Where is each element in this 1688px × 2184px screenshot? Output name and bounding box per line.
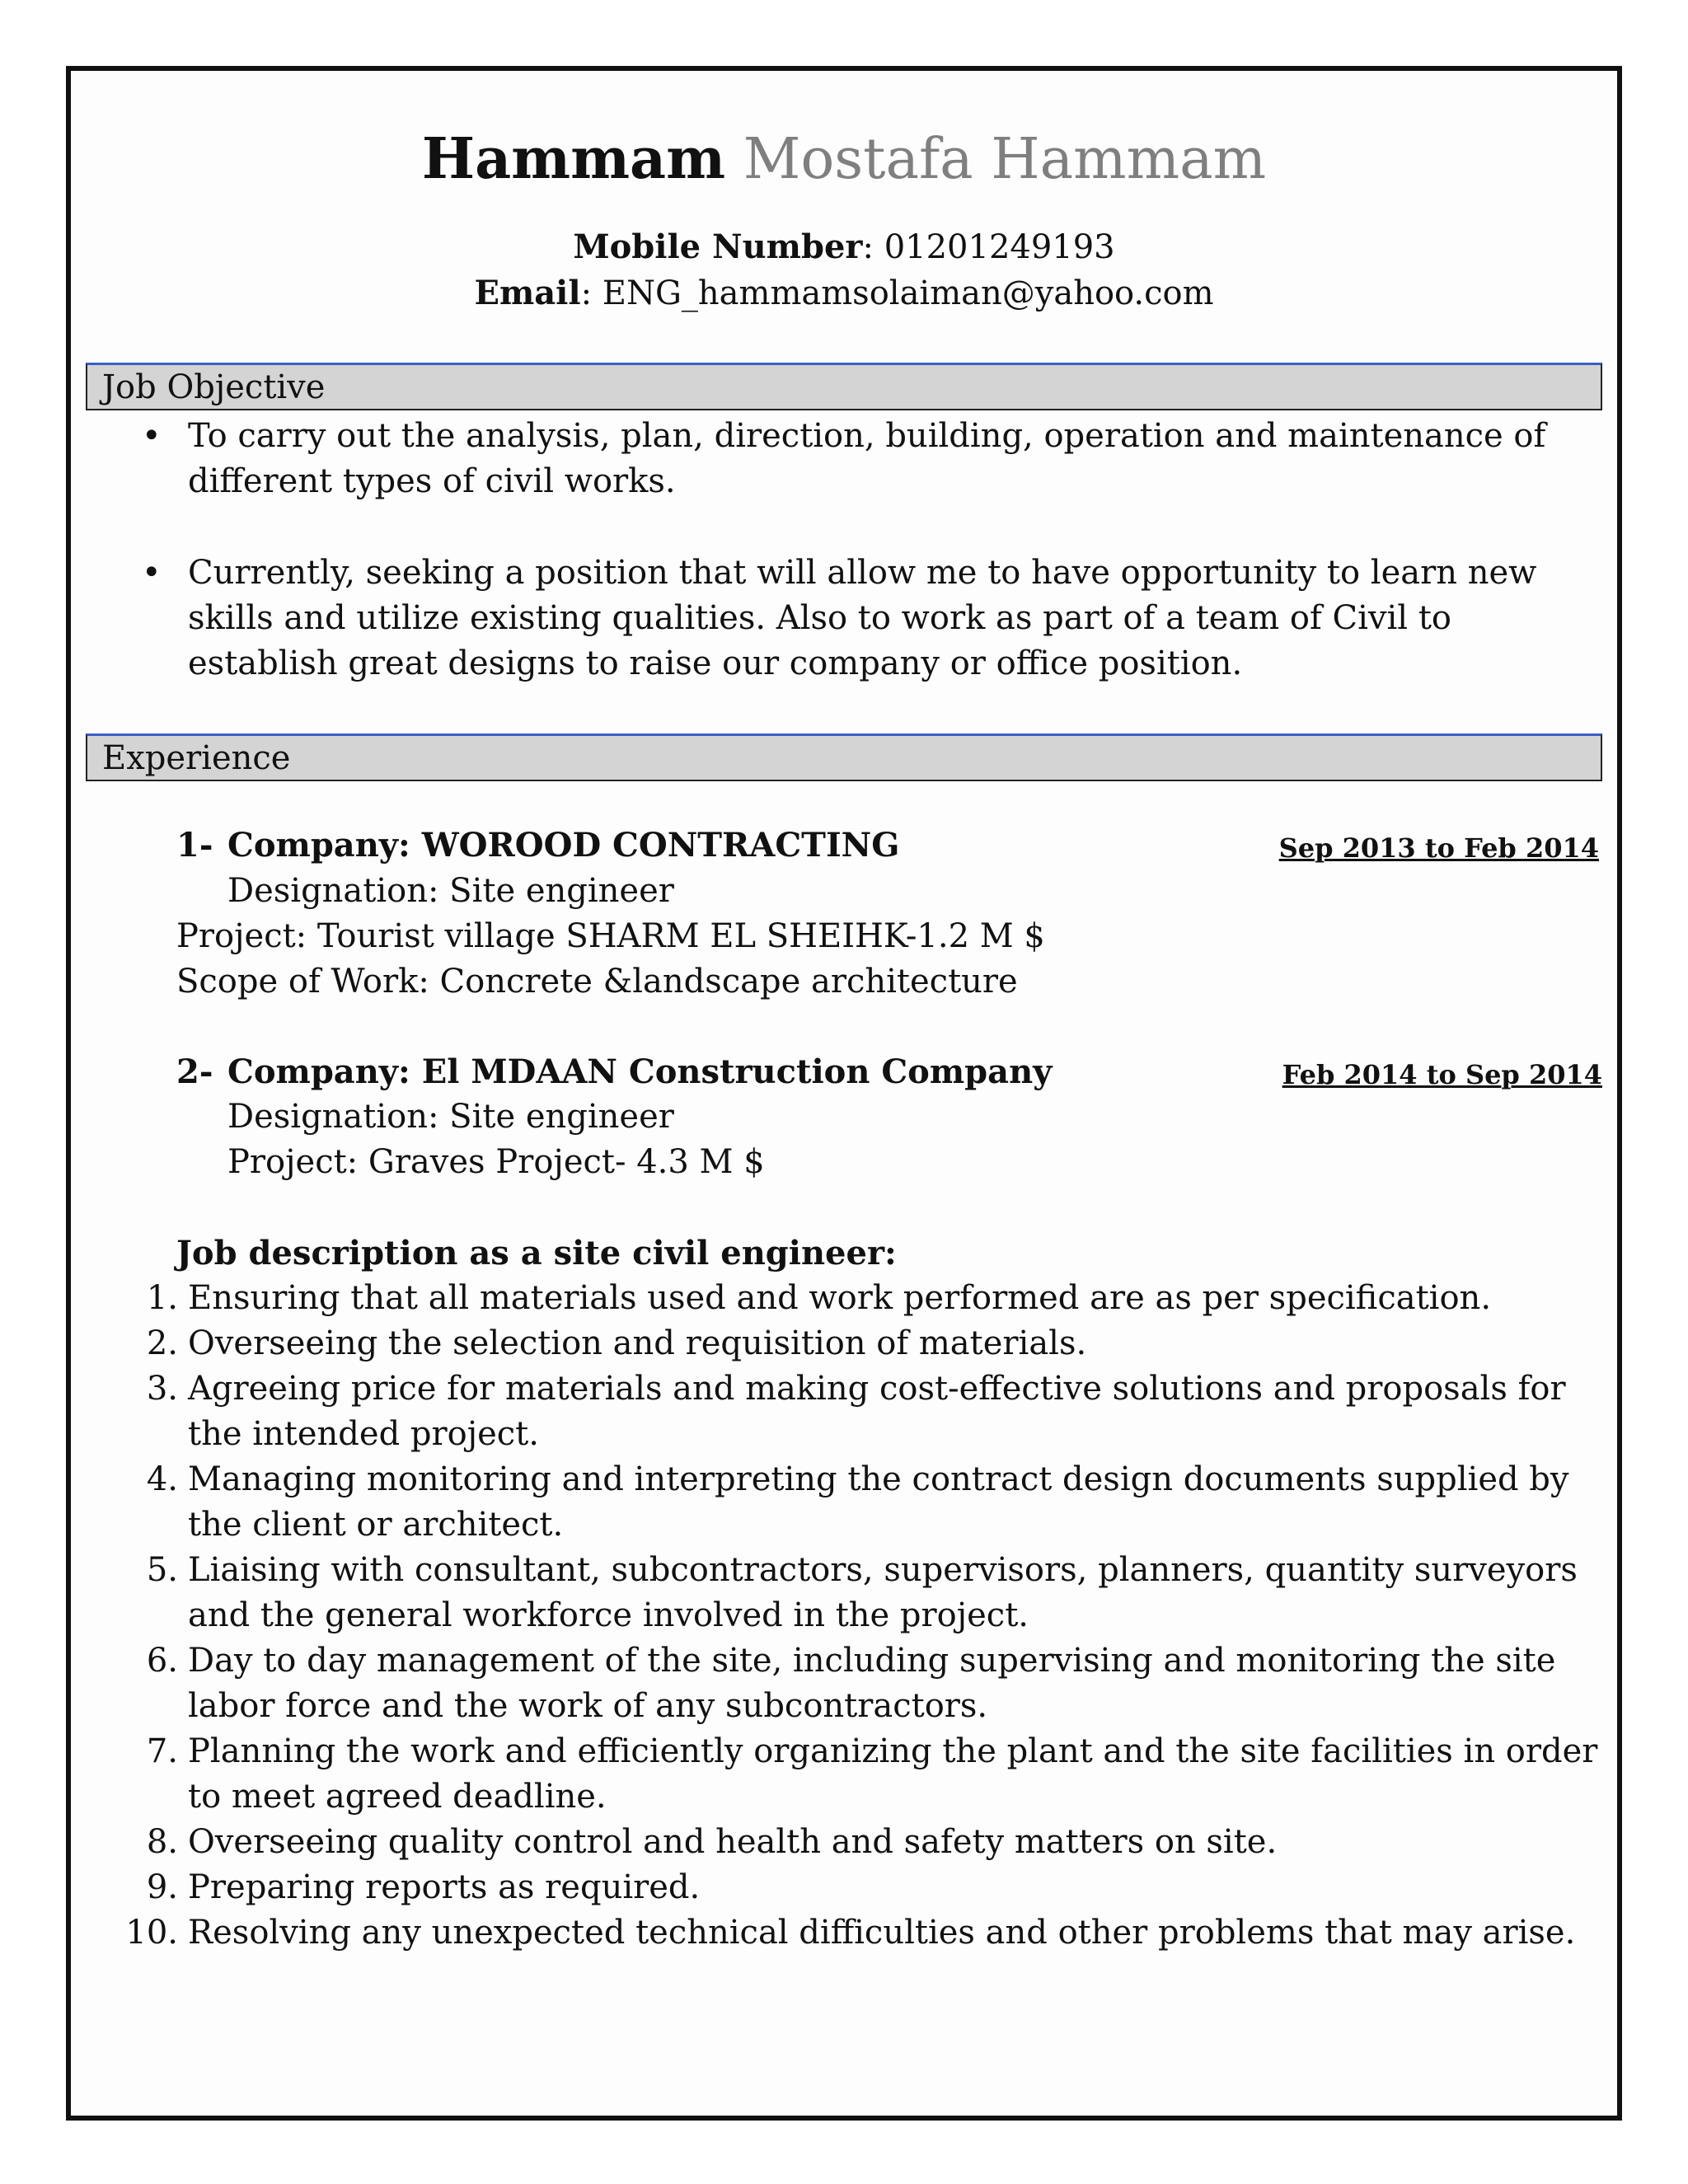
mobile-value: : 01201249193 <box>862 228 1115 266</box>
contact-mobile <box>0 224 1688 270</box>
list-item-text: Overseeing quality control and health and safety matters on site. <box>188 1823 1278 1861</box>
list-item-text: Liaising with consultant, subcontractors, supervisors, planners, quantity surveyors and the general workforce involved in the project. <box>188 1551 1578 1634</box>
objective-item-text: To carry out the analysis, plan, direction, building, operation and maintenance of different types of civil works. <box>188 417 1546 500</box>
list-item <box>146 1638 1606 1729</box>
duties-list <box>0 1276 1688 1956</box>
job-project: Project: Tourist village SHARM EL SHEIHK-1.2 M $ <box>176 917 1045 955</box>
section-heading-experience: Experience <box>86 733 1602 781</box>
list-item-number: 9. <box>146 1868 178 1906</box>
list-item <box>146 1321 1606 1366</box>
candidate-name <box>0 122 1688 197</box>
job-scope: Scope of Work: Concrete &landscape architecture <box>176 963 1018 1001</box>
job-dates: Feb 2014 to Sep 2014 <box>1282 1059 1602 1090</box>
list-item <box>146 1820 1606 1865</box>
bullet-icon: • <box>142 554 162 592</box>
objective-item-text: Currently, seeking a position that will allow me to have opportunity to learn new skills and utilize existing qualities. Also to work as part of a team of Civil to establish great designs to raise our company or office position. <box>188 554 1537 682</box>
job-dates: Sep 2013 to Feb 2014 <box>1278 832 1599 864</box>
contact-email <box>0 270 1688 316</box>
candidate-first-name: Hammam <box>421 126 726 192</box>
list-item <box>146 1729 1606 1820</box>
job-number: 1- <box>176 826 213 865</box>
job-company: Company: El MDAAN Construction Company <box>227 1052 1053 1091</box>
duties-heading: Job description as a site civil engineer: <box>176 1234 897 1272</box>
job-company: Company: WOROOD CONTRACTING <box>227 826 900 865</box>
job-number: 2- <box>176 1052 213 1091</box>
list-item-number: 2. <box>146 1324 178 1362</box>
list-item-text: Day to day management of the site, including supervising and monitoring the site labor force and the work of any subcontractors. <box>188 1642 1556 1725</box>
list-item-number: 6. <box>146 1642 178 1680</box>
list-item <box>125 1910 1606 1956</box>
list-item-text: Agreeing price for materials and making cost-effective solutions and proposals for the intended project. <box>188 1370 1566 1453</box>
list-item-text: Overseeing the selection and requisition of materials. <box>188 1324 1087 1362</box>
job-designation: Designation: Site engineer <box>227 1098 674 1136</box>
job-designation: Designation: Site engineer <box>227 872 674 910</box>
objective-item <box>142 551 1597 687</box>
list-item-number: 5. <box>146 1551 178 1589</box>
list-item-number: 3. <box>146 1370 178 1408</box>
list-item-number: 1. <box>146 1279 178 1317</box>
list-item-number: 10. <box>125 1914 178 1952</box>
list-item-text: Managing monitoring and interpreting the contract design documents supplied by the client or architect. <box>188 1460 1569 1544</box>
list-item-number: 8. <box>146 1823 178 1861</box>
mobile-label: Mobile Number <box>573 227 863 266</box>
list-item <box>146 1865 1606 1910</box>
list-item-text: Planning the work and efficiently organizing the plant and the site facilities in order to meet agreed deadline. <box>188 1732 1598 1816</box>
list-item-number: 4. <box>146 1460 178 1498</box>
list-item-text: Ensuring that all materials used and work performed are as per specification. <box>188 1279 1492 1317</box>
list-item <box>146 1457 1606 1548</box>
email-label: Email <box>474 274 581 312</box>
objective-item <box>142 414 1597 504</box>
section-heading-job-objective: Job Objective <box>86 363 1602 410</box>
job-project: Project: Graves Project- 4.3 M $ <box>227 1143 765 1181</box>
candidate-last-names: Mostafa Hammam <box>743 127 1267 192</box>
email-value: : ENG_hammamsolaiman@yahoo.com <box>580 274 1214 312</box>
list-item <box>146 1548 1606 1638</box>
bullet-icon: • <box>142 417 162 455</box>
list-item <box>146 1366 1606 1457</box>
list-item-number: 7. <box>146 1732 178 1770</box>
list-item-text: Preparing reports as required. <box>188 1868 701 1906</box>
list-item <box>146 1276 1606 1321</box>
list-item-text: Resolving any unexpected technical difficulties and other problems that may arise. <box>188 1914 1576 1952</box>
